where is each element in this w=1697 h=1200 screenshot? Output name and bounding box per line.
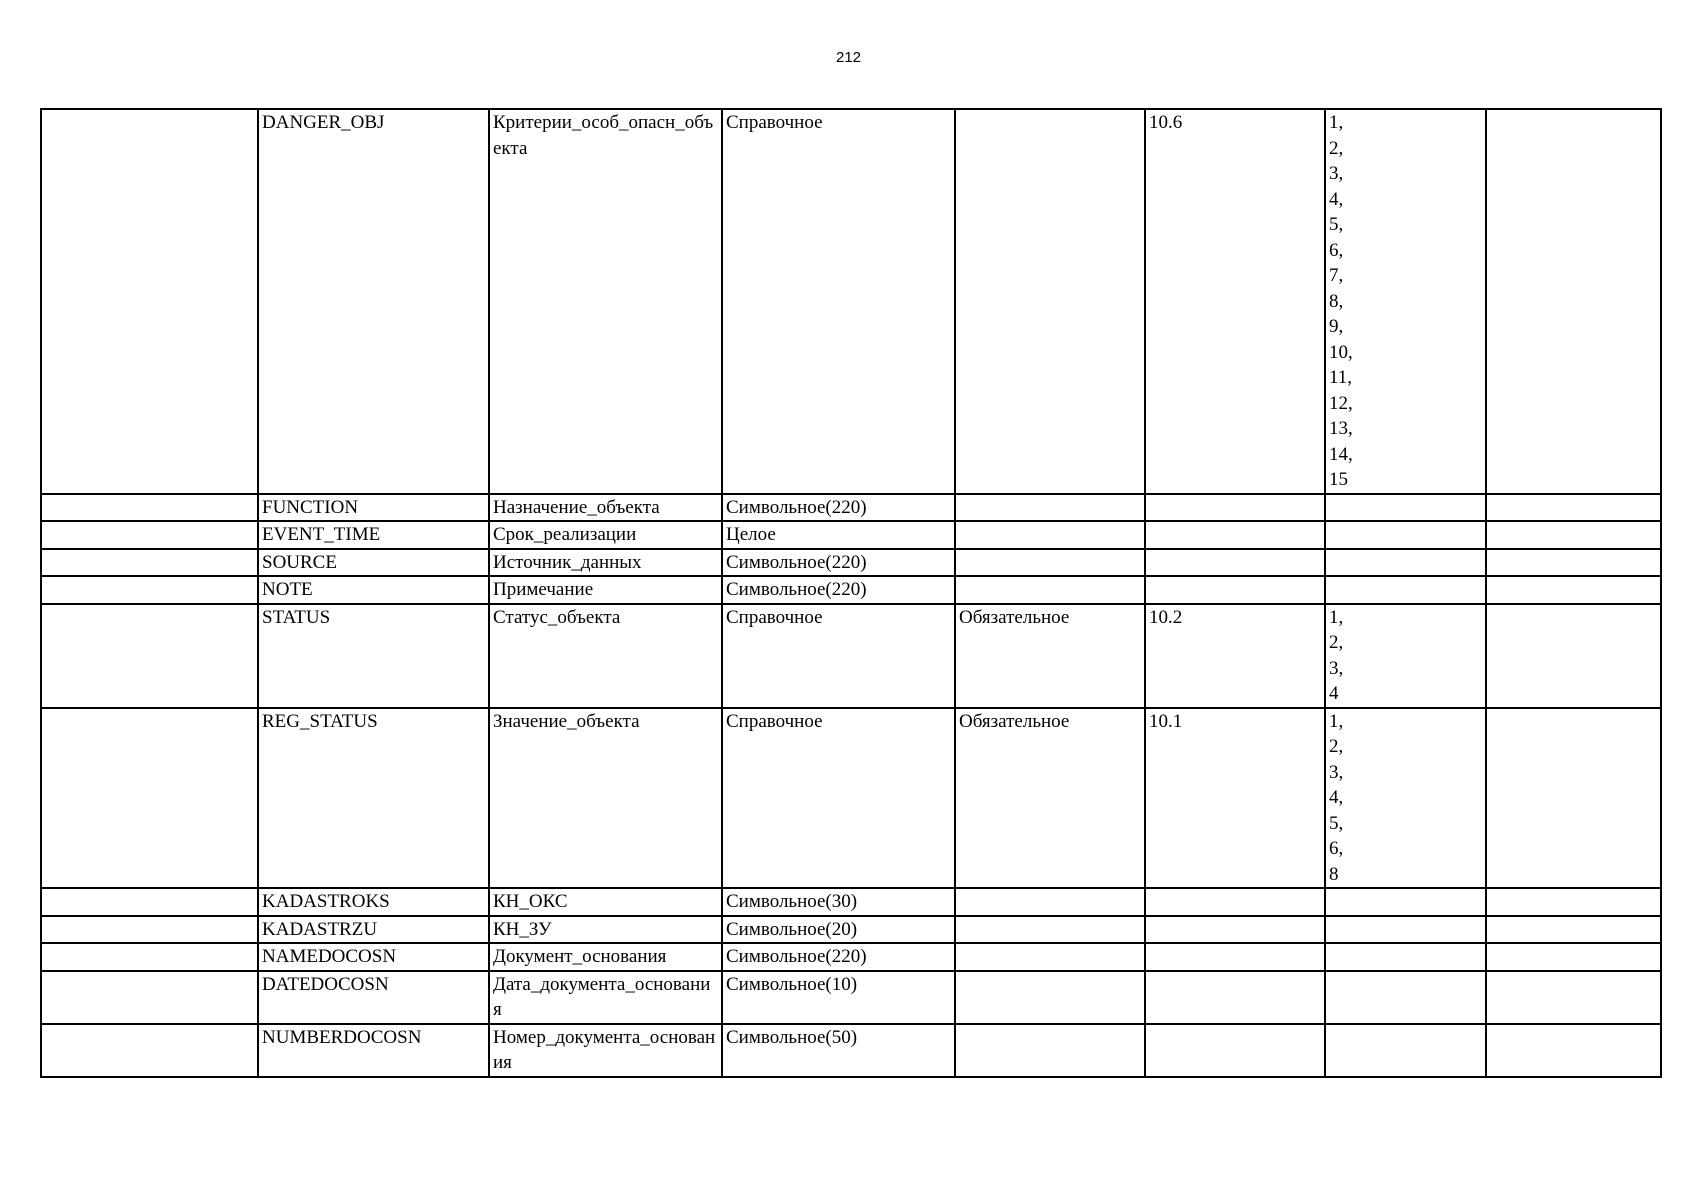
code-value: 1, — [1329, 606, 1344, 628]
data-type-cell: Справочное — [722, 708, 955, 889]
data-type-cell: Символьное(220) — [722, 943, 955, 971]
field-code-cell: KADASTROKS — [258, 888, 489, 916]
field-code-cell: SOURCE — [258, 549, 489, 577]
empty-cell — [1486, 916, 1661, 944]
reference-table-cell — [1145, 943, 1325, 971]
code-value: 1, — [1329, 710, 1344, 732]
code-value: 14, — [1329, 443, 1353, 465]
field-code-cell: REG_STATUS — [258, 708, 489, 889]
code-value: 2, — [1329, 736, 1344, 757]
reference-table-cell — [1145, 494, 1325, 522]
reference-table-cell: 10.1 — [1145, 708, 1325, 889]
empty-cell — [1486, 971, 1661, 1024]
reference-table-cell — [1145, 521, 1325, 549]
table-row — [41, 494, 1661, 522]
table-body — [41, 109, 1661, 1077]
code-value: 3, — [1329, 657, 1344, 679]
empty-cell — [1486, 1024, 1661, 1077]
table-row — [41, 708, 1661, 889]
field-name-cell: Статус_объекта — [489, 604, 722, 708]
field-name-cell: Примечание — [489, 576, 722, 604]
code-value: 3, — [1329, 761, 1344, 783]
table-row — [41, 549, 1661, 577]
field-name-cell: Документ_основания — [489, 943, 722, 971]
allowed-codes-cell — [1325, 708, 1486, 889]
allowed-codes-cell — [1325, 604, 1486, 708]
field-code-cell: DATEDOCOSN — [258, 971, 489, 1024]
data-type-cell: Символьное(10) — [722, 971, 955, 1024]
field-code-cell: NOTE — [258, 576, 489, 604]
reference-table-cell — [1145, 916, 1325, 944]
empty-cell — [1486, 549, 1661, 577]
field-name-cell: КН_ЗУ — [489, 916, 722, 944]
empty-cell — [41, 1024, 258, 1077]
code-value: 13, — [1329, 418, 1353, 439]
empty-cell — [1486, 109, 1661, 494]
field-code-cell: STATUS — [258, 604, 489, 708]
requirement-cell — [955, 888, 1145, 916]
requirement-cell — [955, 494, 1145, 522]
reference-table-cell: 10.2 — [1145, 604, 1325, 708]
code-value: 1, — [1329, 112, 1344, 133]
field-code-cell: FUNCTION — [258, 494, 489, 522]
allowed-codes-cell — [1325, 971, 1486, 1024]
code-value: 4, — [1329, 188, 1344, 210]
field-name-cell: Значение_объекта — [489, 708, 722, 889]
data-type-cell: Целое — [722, 521, 955, 549]
code-value: 4 — [1329, 683, 1339, 704]
field-name-cell: Дата_документа_основания — [489, 971, 722, 1024]
empty-cell — [41, 708, 258, 889]
code-value: 2, — [1329, 137, 1344, 159]
code-value: 9, — [1329, 316, 1344, 337]
table-row — [41, 971, 1661, 1024]
empty-cell — [1486, 576, 1661, 604]
code-value: 6, — [1329, 838, 1344, 859]
field-code-cell: DANGER_OBJ — [258, 109, 489, 494]
table-row — [41, 109, 1661, 494]
data-type-cell: Справочное — [722, 604, 955, 708]
reference-table-cell — [1145, 888, 1325, 916]
empty-cell — [41, 604, 258, 708]
requirement-cell — [955, 971, 1145, 1024]
field-name-cell: Назначение_объекта — [489, 494, 722, 522]
allowed-codes-cell — [1325, 916, 1486, 944]
table-row — [41, 943, 1661, 971]
field-name-cell: Критерии_особ_опасн_объекта — [489, 109, 722, 494]
allowed-codes-cell — [1325, 521, 1486, 549]
data-type-cell: Символьное(220) — [722, 494, 955, 522]
table-row — [41, 521, 1661, 549]
requirement-cell — [955, 109, 1145, 494]
empty-cell — [41, 109, 258, 494]
reference-table-cell — [1145, 971, 1325, 1024]
reference-table-cell: 10.6 — [1145, 109, 1325, 494]
field-code-cell: EVENT_TIME — [258, 521, 489, 549]
table-row — [41, 916, 1661, 944]
empty-cell — [1486, 521, 1661, 549]
data-type-cell: Символьное(20) — [722, 916, 955, 944]
data-type-cell: Символьное(220) — [722, 549, 955, 577]
code-value: 10, — [1329, 341, 1353, 363]
empty-cell — [41, 576, 258, 604]
allowed-codes-cell — [1325, 109, 1486, 494]
reference-table-cell — [1145, 1024, 1325, 1077]
empty-cell — [1486, 604, 1661, 708]
empty-cell — [1486, 494, 1661, 522]
field-name-cell: Срок_реализации — [489, 521, 722, 549]
code-value: 8 — [1329, 863, 1339, 885]
code-value: 15 — [1329, 469, 1348, 490]
code-value: 11, — [1329, 367, 1353, 388]
field-name-cell: Номер_документа_основания — [489, 1024, 722, 1077]
empty-cell — [1486, 708, 1661, 889]
allowed-codes-cell — [1325, 943, 1486, 971]
data-type-cell: Символьное(50) — [722, 1024, 955, 1077]
allowed-codes-cell — [1325, 494, 1486, 522]
requirement-cell — [955, 576, 1145, 604]
table-row — [41, 576, 1661, 604]
requirement-cell — [955, 1024, 1145, 1077]
attribute-table — [40, 108, 1662, 1078]
table-row — [41, 1024, 1661, 1077]
data-type-cell: Символьное(220) — [722, 576, 955, 604]
allowed-codes-cell — [1325, 1024, 1486, 1077]
reference-table-cell — [1145, 549, 1325, 577]
table-row — [41, 604, 1661, 708]
allowed-codes-cell — [1325, 576, 1486, 604]
requirement-cell: Обязательное — [955, 708, 1145, 889]
requirement-cell — [955, 549, 1145, 577]
code-value: 6, — [1329, 239, 1344, 261]
code-value: 8, — [1329, 290, 1344, 312]
code-value: 5, — [1329, 214, 1344, 235]
field-code-cell: KADASTRZU — [258, 916, 489, 944]
code-value: 7, — [1329, 265, 1344, 286]
data-type-cell: Символьное(30) — [722, 888, 955, 916]
table-row — [41, 888, 1661, 916]
empty-cell — [1486, 943, 1661, 971]
empty-cell — [41, 888, 258, 916]
code-value: 2, — [1329, 632, 1344, 653]
code-value: 12, — [1329, 392, 1353, 414]
field-name-cell: КН_ОКС — [489, 888, 722, 916]
code-value: 5, — [1329, 812, 1344, 834]
empty-cell — [41, 916, 258, 944]
data-type-cell: Справочное — [722, 109, 955, 494]
empty-cell — [1486, 888, 1661, 916]
empty-cell — [41, 494, 258, 522]
allowed-codes-cell — [1325, 888, 1486, 916]
code-value: 3, — [1329, 163, 1344, 184]
empty-cell — [41, 971, 258, 1024]
page-number: 212 — [835, 49, 862, 66]
empty-cell — [41, 521, 258, 549]
requirement-cell — [955, 916, 1145, 944]
allowed-codes-cell — [1325, 549, 1486, 577]
empty-cell — [41, 943, 258, 971]
field-code-cell: NAMEDOCOSN — [258, 943, 489, 971]
requirement-cell — [955, 943, 1145, 971]
reference-table-cell — [1145, 576, 1325, 604]
empty-cell — [41, 549, 258, 577]
code-value: 4, — [1329, 787, 1344, 808]
field-name-cell: Источник_данных — [489, 549, 722, 577]
requirement-cell: Обязательное — [955, 604, 1145, 708]
requirement-cell — [955, 521, 1145, 549]
field-code-cell: NUMBERDOCOSN — [258, 1024, 489, 1077]
